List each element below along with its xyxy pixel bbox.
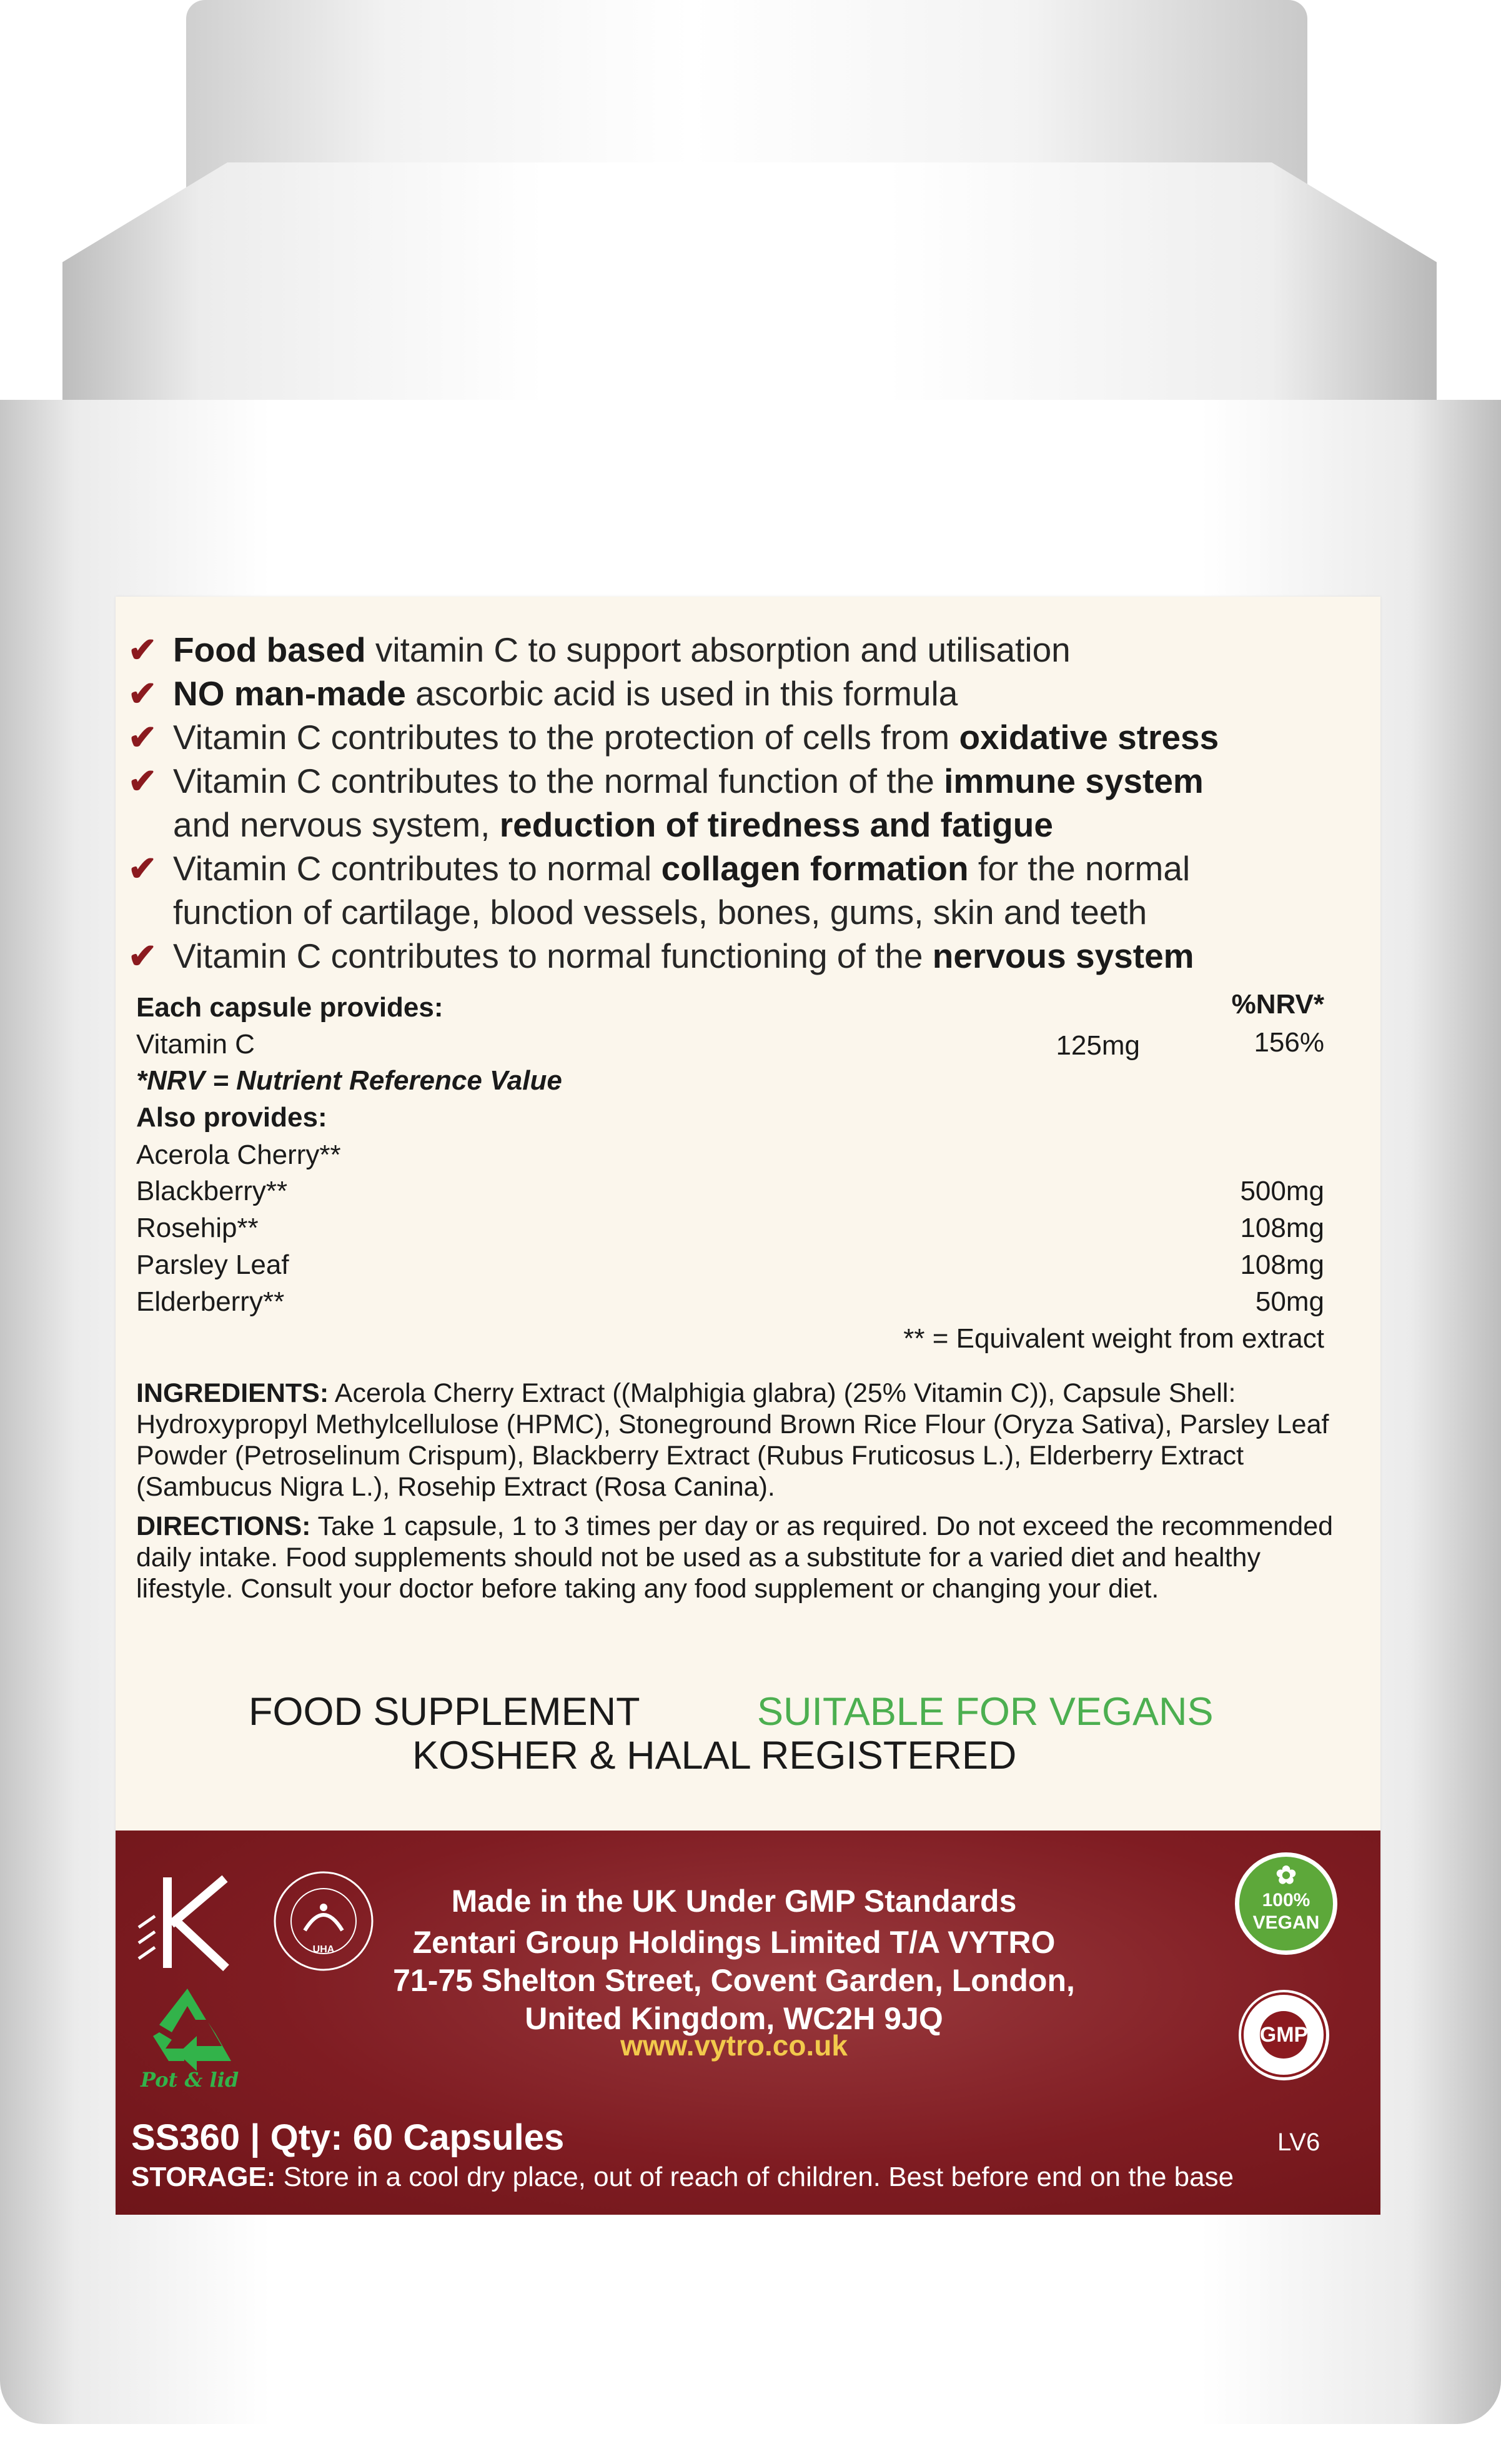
pot-lid-label: Pot & lid [141, 2068, 239, 2092]
benefit-item: ✔ Vitamin C contributes to normal functioning of the nervous system [128, 934, 1194, 978]
brand-k-logo-icon [131, 1865, 244, 1977]
directions: DIRECTIONS: Take 1 capsule, 1 to 3 times per day or as required. Do not exceed the recommended daily intake. Food supplements should not be used as a substitute for a varied diet and healthy lifestyle. Consult your doctor before taking any food supplement or changing your diet. [136, 1511, 1334, 1604]
check-icon: ✔ [128, 849, 157, 888]
kosher-halal-claim: KOSHER & HALAL REGISTERED [412, 1734, 1017, 1777]
website-link[interactable]: www.vytro.co.uk [620, 2029, 848, 2062]
nutrient-amount: 50mg [1255, 1286, 1324, 1317]
vitamin-c-amount: 125mg [1056, 1030, 1140, 1061]
storage-info: STORAGE: Store in a cool dry place, out of reach of children. Best before end on the base [131, 2162, 1234, 2192]
check-icon: ✔ [128, 936, 157, 975]
equivalent-note: ** = Equivalent weight from extract [903, 1323, 1324, 1354]
company-name: Zentari Group Holdings Limited T/A VYTRO [412, 1925, 1056, 1960]
nutrient-name: Elderberry** [136, 1286, 285, 1317]
benefit-continuation: function of cartilage, blood vessels, bones, gums, skin and teeth [173, 893, 1147, 931]
benefit-item: ✔ NO man-made ascorbic acid is used in this formula [128, 672, 958, 715]
bottle-shoulder [62, 162, 1437, 425]
bottle-lid [186, 0, 1307, 187]
recycle-logo [128, 1984, 247, 2093]
nutrient-name: Rosehip** [136, 1213, 259, 1243]
gmp-badge [1239, 1990, 1329, 2080]
company-address-2: United Kingdom, WC2H 9JQ [525, 2001, 943, 2036]
nutrient-amount: 108mg [1240, 1249, 1324, 1280]
vegan-badge-text: 100% VEGAN [1252, 1890, 1320, 1933]
check-icon: ✔ [128, 630, 157, 669]
also-provides: Also provides: [136, 1102, 327, 1133]
vegan-claim: SUITABLE FOR VEGANS [757, 1690, 1214, 1734]
check-icon: ✔ [128, 674, 157, 713]
recycle-icon [128, 1984, 247, 2071]
benefit-item: ✔ Vitamin C contributes to normal collagen formation for the normal [128, 847, 1190, 890]
nutrient-name: Parsley Leaf [136, 1249, 289, 1280]
vitamin-c-name: Vitamin C [136, 1029, 255, 1060]
product-code-quantity: SS360 | Qty: 60 Capsules [131, 2117, 565, 2158]
check-icon: ✔ [128, 718, 157, 757]
ingredients: INGREDIENTS: Acerola Cherry Extract ((Malphigia glabra) (25% Vitamin C)), Capsule Shell: Hydroxypropyl Methylcellulose (HPMC), Stoneground Brown Rice Flour (Oryza Sativa), Parsley Leaf Powder (Petroselinum Crispum), Blackberry Extract (Rubus Fruticosus L.), Elderberry Extract (Sambucus Nigra L.), Rosehip Extract (Rosa Canina). [136, 1378, 1329, 1502]
company-address: 71-75 Shelton Street, Covent Garden, London, [393, 1963, 1075, 1998]
label-version: LV6 [1277, 2129, 1320, 2156]
nutrition-header: Each capsule provides: [136, 992, 443, 1023]
benefit-item: ✔ Vitamin C contributes to the normal function of the immune system [128, 759, 1204, 803]
vitamin-c-nrv: 156% [1254, 1027, 1324, 1058]
vegan-badge [1235, 1852, 1337, 1955]
nutrient-amount: 500mg [1240, 1176, 1324, 1206]
food-supplement-claim: FOOD SUPPLEMENT [249, 1690, 640, 1734]
leaf-icon: ✿ [1276, 1862, 1297, 1889]
benefit-item: ✔ Vitamin C contributes to the protection of cells from oxidative stress [128, 715, 1219, 759]
gmp-badge-text: GMP [1259, 2023, 1309, 2047]
nrv-header: %NRV* [1231, 989, 1324, 1020]
check-icon: ✔ [128, 762, 157, 800]
benefit-continuation: and nervous system, reduction of tiredness and fatigue [173, 805, 1053, 844]
uha-abbreviation: UHA [312, 1944, 335, 1955]
nutrient-name: Acerola Cherry** [136, 1140, 341, 1170]
nutrient-amount: 108mg [1240, 1213, 1324, 1243]
nrv-note: *NRV = Nutrient Reference Value [136, 1065, 562, 1096]
nutrient-name: Blackberry** [136, 1176, 288, 1206]
made-in-uk: Made in the UK Under GMP Standards [451, 1884, 1017, 1919]
benefit-item: ✔ Food based vitamin C to support absorption and utilisation [128, 628, 1071, 672]
